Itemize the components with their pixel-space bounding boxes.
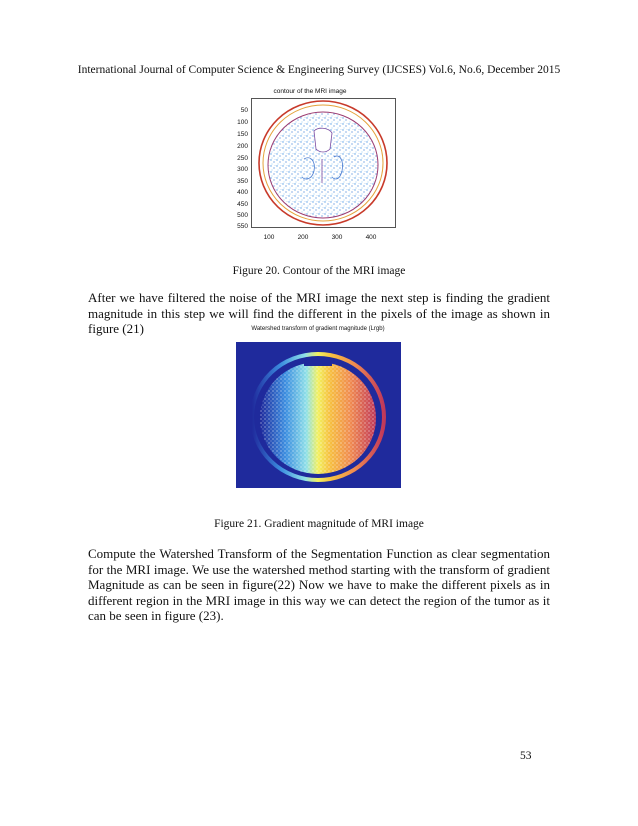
contour-image — [252, 99, 395, 227]
y-tick-label: 450 — [237, 201, 248, 208]
figure-21-caption: Figure 21. Gradient magnitude of MRI image — [214, 518, 424, 530]
watershed-image — [236, 342, 401, 488]
figure-21 — [232, 326, 404, 492]
x-tick-label: 400 — [365, 234, 377, 241]
y-tick-label: 250 — [237, 155, 248, 162]
y-tick-label: 300 — [237, 166, 248, 173]
y-tick-label: 100 — [237, 119, 248, 126]
y-tick-label: 400 — [237, 189, 248, 196]
figure-20-caption: Figure 20. Contour of the MRI image — [232, 265, 406, 277]
y-tick-label: 550 — [237, 223, 248, 230]
y-tick-label: 500 — [237, 212, 248, 219]
watershed-plot — [236, 342, 401, 488]
x-tick-label: 300 — [331, 234, 343, 241]
page-number: 53 — [520, 750, 532, 762]
y-tick-label: 150 — [237, 131, 248, 138]
paragraph-1: After we have filtered the noise of the MRI image the next step is finding the gradient magnitude in this step we will find the different in the pixels of the image as shown in figure (21) — [88, 290, 550, 336]
contour-plot — [251, 98, 396, 228]
figure-20 — [220, 88, 400, 248]
x-tick-label: 200 — [297, 234, 309, 241]
y-tick-label: 350 — [237, 178, 248, 185]
figure-21-plot-title: Watershed transform of gradient magnitude (Lrgb) — [251, 326, 385, 332]
journal-header: International Journal of Computer Science & Engineering Survey (IJCSES) Vol.6, No.6, December 2015 — [77, 64, 561, 76]
figure-20-plot-title: contour of the MRI image — [273, 88, 347, 95]
paragraph-2: Compute the Watershed Transform of the Segmentation Function as clear segmentation for the MRI image. We use the watershed method starting with the transform of gradient Magnitude as can be seen in figure(22) Now we have to make the different pixels as in different region in the MRI image in this way we can detect the region of the tumor as it can be seen in figure (23). — [88, 546, 550, 623]
y-tick-label: 200 — [237, 143, 248, 150]
x-tick-label: 100 — [263, 234, 275, 241]
y-tick-label: 50 — [240, 107, 248, 114]
